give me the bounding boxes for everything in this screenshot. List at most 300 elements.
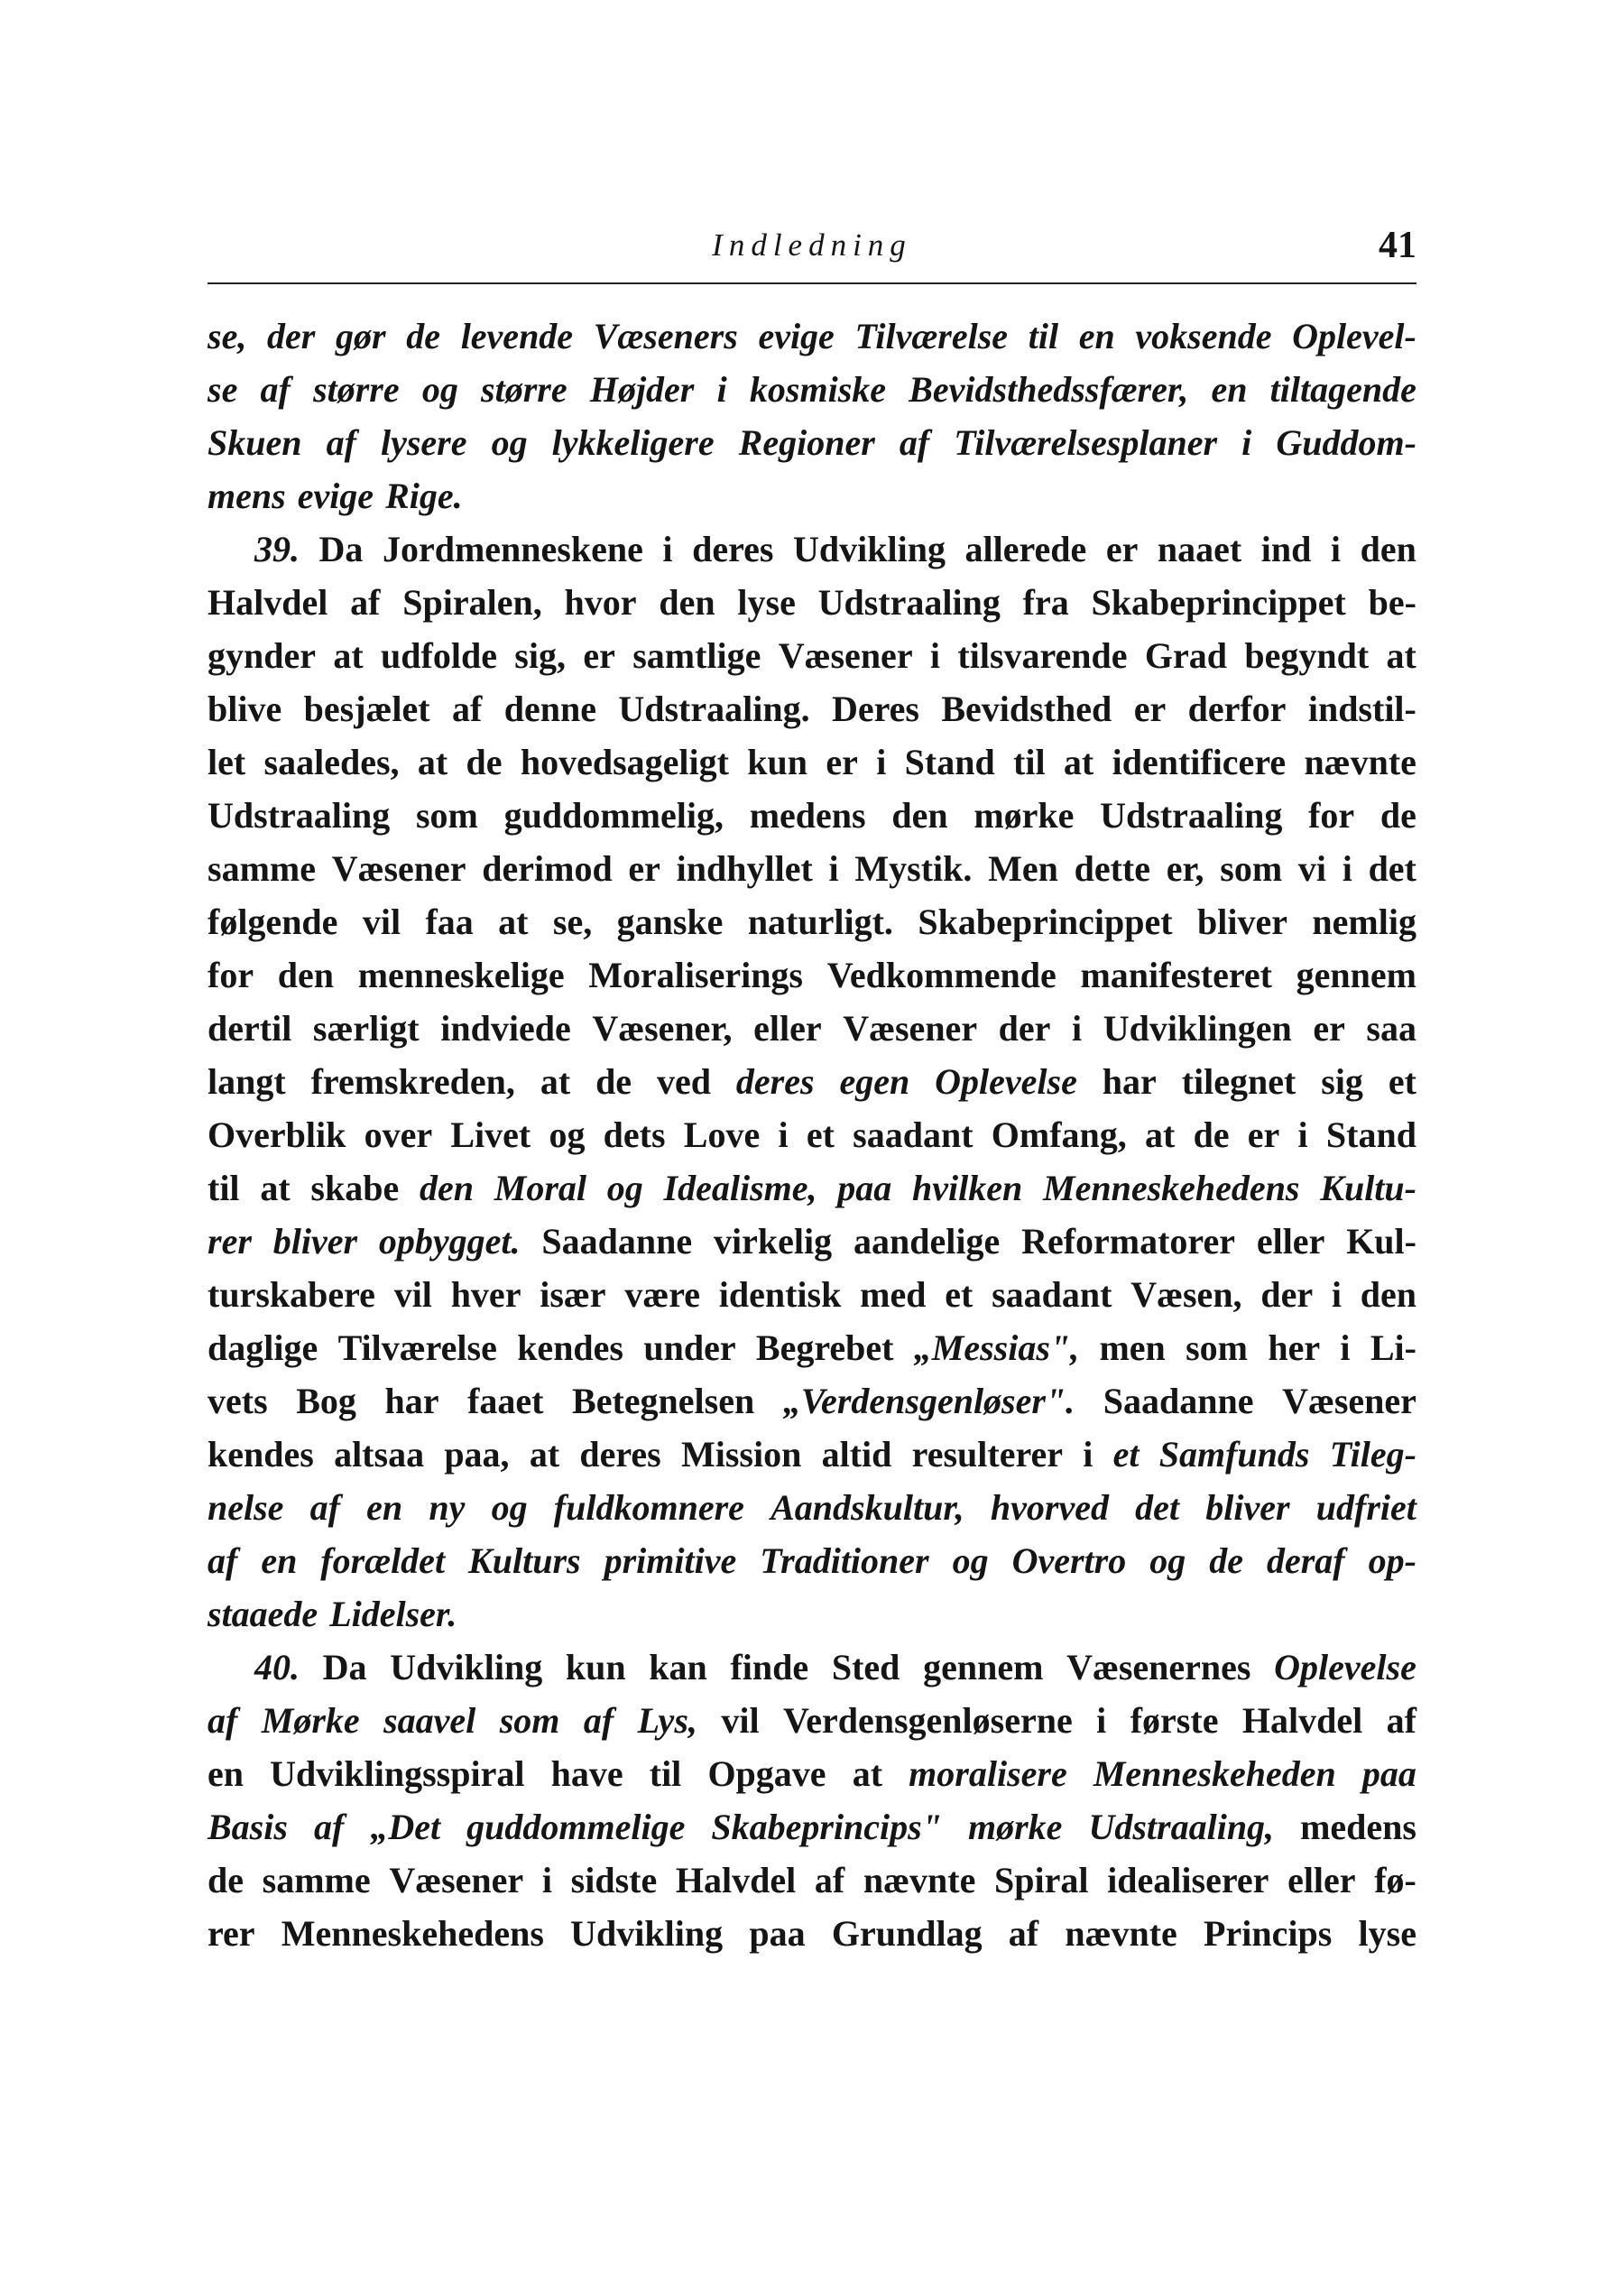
word: medens xyxy=(1300,1807,1416,1847)
word: Aandskultur, xyxy=(770,1487,964,1528)
word: til xyxy=(1013,742,1046,782)
word: vi xyxy=(1297,848,1326,889)
word: at xyxy=(417,742,448,782)
word: Udstraaling xyxy=(208,795,391,836)
word: „Messias", xyxy=(913,1327,1080,1368)
word: at xyxy=(529,1434,560,1475)
word: især xyxy=(540,1274,606,1315)
word: af xyxy=(451,689,483,729)
word: eller xyxy=(1256,1221,1325,1262)
text-line xyxy=(208,1002,1416,1055)
word: som xyxy=(415,795,478,836)
word: nævnte xyxy=(1065,1913,1177,1954)
word: Højder xyxy=(589,369,695,410)
word: de xyxy=(208,1860,244,1900)
word: af xyxy=(583,1700,614,1741)
word: turskabere xyxy=(208,1274,375,1315)
word: identisk xyxy=(718,1274,842,1315)
word: den xyxy=(277,955,335,995)
word: i xyxy=(716,369,727,410)
word: Regioner xyxy=(738,422,875,463)
text-line xyxy=(208,948,1416,1002)
word: hvilken xyxy=(912,1168,1023,1208)
word: rer xyxy=(208,1913,255,1954)
word: er xyxy=(628,848,660,889)
word: samtlige xyxy=(632,635,761,676)
word: at xyxy=(1386,635,1416,676)
word: at xyxy=(852,1753,883,1794)
body-text xyxy=(208,310,1416,1960)
word: Spiralen, xyxy=(402,582,542,623)
word: faaet xyxy=(467,1381,544,1421)
word: egen xyxy=(839,1061,910,1102)
text-line xyxy=(208,1800,1416,1854)
word: eller xyxy=(1287,1860,1356,1900)
word: Lidelser. xyxy=(329,1594,457,1634)
word: er xyxy=(1313,1008,1345,1049)
word: Lys, xyxy=(637,1700,697,1741)
word: af xyxy=(1008,1913,1039,1954)
word: Vedkommende xyxy=(826,955,1057,995)
word: Menneskehedens xyxy=(281,1913,544,1954)
word: nævnte xyxy=(1304,742,1416,782)
word: derimod xyxy=(482,848,613,889)
word: at xyxy=(333,635,364,676)
word: Guddom- xyxy=(1276,422,1416,463)
word: Menneskehedens xyxy=(1043,1168,1300,1208)
word: Jordmenneskene xyxy=(382,529,643,569)
word: skabe xyxy=(310,1168,400,1208)
word: deres xyxy=(735,1061,815,1102)
word: et xyxy=(1112,1434,1140,1475)
text-line xyxy=(208,1747,1416,1800)
word: saavel xyxy=(383,1700,476,1741)
word: evige xyxy=(297,476,374,516)
word: virkelig xyxy=(714,1221,833,1262)
word: dertil xyxy=(208,1008,292,1049)
word: et xyxy=(945,1274,973,1315)
text-line xyxy=(208,1374,1416,1428)
word: de xyxy=(1193,1114,1230,1155)
text-line xyxy=(208,735,1416,789)
text-line xyxy=(208,842,1416,895)
word: at xyxy=(260,1168,291,1208)
word: bliver xyxy=(1197,901,1287,942)
word: i xyxy=(929,635,941,676)
word: samme xyxy=(208,848,316,889)
word: første xyxy=(1130,1700,1219,1741)
word: Traditioner xyxy=(760,1540,929,1581)
word: der xyxy=(998,1008,1051,1049)
word: saa xyxy=(1366,1008,1416,1049)
word: kan xyxy=(649,1647,707,1687)
word: Kul- xyxy=(1346,1221,1416,1262)
word: lykkeligere xyxy=(551,422,715,463)
word: Begrebet xyxy=(755,1327,894,1368)
word: Væsenernes xyxy=(1066,1647,1251,1687)
word: be- xyxy=(1368,582,1416,623)
word: er xyxy=(1105,529,1139,569)
word: og xyxy=(491,422,528,463)
word: er, xyxy=(1166,848,1204,889)
word: som xyxy=(1220,848,1283,889)
word: i xyxy=(1340,1327,1351,1368)
word: at xyxy=(1063,742,1094,782)
word: Væseners xyxy=(593,316,738,356)
word: vil xyxy=(393,1274,432,1315)
word: har xyxy=(1102,1061,1157,1102)
word: gynder xyxy=(208,635,316,676)
word: Halvdel xyxy=(1241,1700,1363,1741)
word: Men xyxy=(988,848,1058,889)
word: men xyxy=(1099,1327,1166,1368)
word: hvorved xyxy=(990,1487,1109,1528)
word: et xyxy=(806,1114,835,1155)
word: og xyxy=(421,369,458,410)
word: Bevidsthed xyxy=(941,689,1112,729)
word: Skuen xyxy=(208,422,302,463)
text-line xyxy=(208,1055,1416,1108)
word: Oplevelse xyxy=(1274,1647,1416,1687)
word: den xyxy=(419,1168,474,1208)
word: med xyxy=(860,1274,927,1315)
word: Væsener xyxy=(389,1860,524,1900)
word: Idealisme, xyxy=(663,1168,817,1208)
word: opbygget. xyxy=(378,1221,521,1262)
word: af xyxy=(350,582,381,623)
word: sig, xyxy=(514,635,566,676)
word: et xyxy=(1388,1061,1416,1102)
word: har xyxy=(384,1381,439,1421)
text-line xyxy=(208,310,1416,363)
word: udfriet xyxy=(1315,1487,1416,1528)
word: naturligt. xyxy=(747,901,893,942)
word: gør xyxy=(336,316,386,356)
word: Udvikling xyxy=(793,529,946,569)
word: se, xyxy=(208,316,247,356)
word: Væsen, xyxy=(1130,1274,1242,1315)
word: rer xyxy=(208,1221,252,1262)
word: i xyxy=(1096,1700,1107,1741)
word: Saadanne xyxy=(1103,1381,1254,1421)
word: Princips xyxy=(1204,1913,1333,1954)
word: de xyxy=(595,1061,632,1102)
word: bliver xyxy=(1205,1487,1290,1528)
word: Grundlag xyxy=(831,1913,983,1954)
word: kendes xyxy=(208,1434,314,1475)
word: kendes xyxy=(517,1327,623,1368)
word: for xyxy=(208,955,254,995)
word: have xyxy=(550,1753,623,1794)
word: i xyxy=(1331,1274,1342,1315)
word: ny xyxy=(429,1487,466,1528)
word: nævnte xyxy=(863,1860,976,1900)
word: tilsvarende xyxy=(957,635,1128,676)
word: Livet xyxy=(450,1114,531,1155)
word: for xyxy=(1308,795,1355,836)
text-line xyxy=(208,629,1416,682)
word: blive xyxy=(208,689,282,729)
word: følgende xyxy=(208,901,338,942)
word: nelse xyxy=(208,1487,284,1528)
text-line xyxy=(208,1641,1416,1694)
word: under xyxy=(643,1327,736,1368)
word: i xyxy=(1297,1114,1308,1155)
text-line xyxy=(208,789,1416,842)
text-line xyxy=(208,416,1416,469)
word: saadant xyxy=(992,1274,1112,1315)
word: ganske xyxy=(616,901,724,942)
word: 40. xyxy=(254,1647,300,1687)
text-line xyxy=(208,363,1416,416)
word: til xyxy=(649,1753,682,1794)
word: se xyxy=(208,369,238,410)
word: bliver xyxy=(272,1221,358,1262)
word: begyndt xyxy=(1244,635,1370,676)
word: saaledes, xyxy=(263,742,400,782)
word: i xyxy=(828,848,839,889)
word: hvor xyxy=(564,582,637,623)
word: fra xyxy=(1022,582,1069,623)
word: Udvikling xyxy=(570,1913,724,1954)
word: vil xyxy=(362,901,401,942)
text-line xyxy=(208,1161,1416,1215)
word: af xyxy=(1386,1700,1416,1741)
text-line xyxy=(208,1268,1416,1321)
word: forældet xyxy=(320,1540,446,1581)
word: Li- xyxy=(1370,1327,1416,1368)
text-line xyxy=(208,1854,1416,1907)
word: en xyxy=(261,1540,298,1581)
word: er xyxy=(826,742,858,782)
word: Oplevel- xyxy=(1292,316,1416,356)
word: Udviklingen xyxy=(1103,1008,1292,1049)
word: menneskelige xyxy=(357,955,565,995)
text-line xyxy=(208,576,1416,629)
word: se, xyxy=(552,901,593,942)
word: paa xyxy=(1361,1753,1416,1794)
text-line xyxy=(208,1907,1416,1960)
word: den xyxy=(659,582,715,623)
word: og xyxy=(491,1487,528,1528)
word: daglige xyxy=(208,1327,318,1368)
word: og xyxy=(1149,1540,1186,1581)
word: de xyxy=(466,742,503,782)
word: Tilværelse xyxy=(337,1327,497,1368)
word: er xyxy=(1247,1114,1280,1155)
word: guddommelig, xyxy=(503,795,724,836)
header-rule xyxy=(208,282,1416,284)
word: lyse xyxy=(1358,1913,1416,1954)
word: af xyxy=(326,422,356,463)
word: Samfunds xyxy=(1158,1434,1310,1475)
text-line xyxy=(208,1587,1416,1641)
text-line xyxy=(208,895,1416,948)
word: vets xyxy=(208,1381,268,1421)
word: Grad xyxy=(1144,635,1228,676)
word: Væsener, xyxy=(592,1008,733,1049)
word: Sted xyxy=(831,1647,900,1687)
word: indhyllet xyxy=(676,848,813,889)
word: eller xyxy=(753,1008,822,1049)
text-line xyxy=(208,1428,1416,1481)
word: i xyxy=(662,529,673,569)
word: af xyxy=(309,1487,340,1528)
word: den xyxy=(1360,1274,1416,1315)
word: Da xyxy=(322,1647,367,1687)
word: nemlig xyxy=(1312,901,1416,942)
word: aandelige xyxy=(853,1221,1001,1262)
word: og xyxy=(549,1114,586,1155)
text-line xyxy=(208,1694,1416,1747)
word: manifesteret xyxy=(1080,955,1272,995)
word: „Det xyxy=(370,1807,441,1847)
word: en xyxy=(366,1487,403,1528)
word: er xyxy=(583,635,615,676)
word: Stand xyxy=(1325,1114,1416,1155)
word: og xyxy=(606,1168,643,1208)
word: der xyxy=(267,316,316,356)
word: særligt xyxy=(312,1008,420,1049)
text-line xyxy=(208,1481,1416,1534)
word: Væsener xyxy=(778,635,913,676)
word: som xyxy=(1186,1327,1248,1368)
word: vil xyxy=(721,1700,760,1741)
word: sig xyxy=(1321,1061,1363,1102)
text-line xyxy=(208,1534,1416,1587)
word: op- xyxy=(1368,1540,1416,1581)
word: Spiral xyxy=(994,1860,1089,1900)
word: derfor xyxy=(1187,689,1287,729)
word: kun xyxy=(565,1647,626,1687)
word: deres xyxy=(579,1434,661,1475)
word: de xyxy=(406,316,441,356)
word: dette xyxy=(1074,848,1150,889)
word: hver xyxy=(450,1274,521,1315)
word: at xyxy=(498,901,529,942)
word: naaet xyxy=(1157,529,1242,569)
word: gennem xyxy=(923,1647,1044,1687)
word: Da xyxy=(318,529,364,569)
word: Mørke xyxy=(261,1700,360,1741)
text-line xyxy=(208,469,1416,522)
word: denne xyxy=(503,689,596,729)
word: let xyxy=(208,742,246,782)
word: Saadanne xyxy=(541,1221,693,1262)
word: Menneskeheden xyxy=(1093,1753,1336,1794)
word: fremskreden, xyxy=(310,1061,515,1102)
word: Stand xyxy=(904,742,995,782)
word: i xyxy=(1083,1434,1093,1475)
word: at xyxy=(540,1061,571,1102)
word: faa xyxy=(425,901,474,942)
page-number: 41 xyxy=(1379,225,1416,266)
word: altid xyxy=(821,1434,892,1475)
word: idealiserer xyxy=(1107,1860,1269,1900)
word: større xyxy=(481,369,567,410)
text-line xyxy=(208,682,1416,735)
word: Mystik. xyxy=(854,848,973,889)
word: allerede xyxy=(964,529,1087,569)
word: primitive xyxy=(604,1540,737,1581)
running-title: Indledning xyxy=(712,227,912,263)
word: guddommelige xyxy=(466,1807,686,1847)
word: Betegnelsen xyxy=(572,1381,755,1421)
word: af xyxy=(814,1860,845,1900)
word: sidste xyxy=(570,1860,658,1900)
word: finde xyxy=(730,1647,809,1687)
word: større xyxy=(313,369,400,410)
word: Udvikling xyxy=(390,1647,543,1687)
word: en xyxy=(1078,316,1115,356)
word: Rige. xyxy=(385,476,463,516)
word: Opgave xyxy=(707,1753,826,1794)
word: kun xyxy=(747,742,808,782)
word: „Verdensgenløser". xyxy=(782,1381,1075,1421)
word: i xyxy=(1330,529,1342,569)
word: paa xyxy=(749,1913,806,1954)
word: Halvdel xyxy=(675,1860,797,1900)
word: lyse xyxy=(737,582,796,623)
word: mens xyxy=(208,476,286,516)
word: en xyxy=(208,1753,244,1794)
word: af xyxy=(899,422,930,463)
word: altsaa xyxy=(334,1434,425,1475)
word: det xyxy=(1368,848,1416,889)
word: til xyxy=(208,1168,240,1208)
word: moralisere xyxy=(909,1753,1067,1794)
word: deraf xyxy=(1266,1540,1345,1581)
word: Mission xyxy=(681,1434,802,1475)
running-head xyxy=(208,224,1416,278)
word: som xyxy=(499,1700,560,1741)
word: Væsener xyxy=(1282,1381,1416,1421)
word: Halvdel xyxy=(208,582,328,623)
word: saadant xyxy=(853,1114,973,1155)
word: af xyxy=(208,1540,238,1581)
word: den xyxy=(1360,529,1416,569)
text-line xyxy=(208,1321,1416,1374)
word: Udviklingsspiral xyxy=(270,1753,525,1794)
word: er xyxy=(1133,689,1167,729)
word: og xyxy=(952,1540,989,1581)
word: paa, xyxy=(444,1434,510,1475)
word: i xyxy=(1241,422,1252,463)
word: tiltagende xyxy=(1269,369,1416,410)
word: Love xyxy=(683,1114,761,1155)
word: medens xyxy=(749,795,866,836)
word: en xyxy=(1211,369,1248,410)
word: dets xyxy=(603,1114,666,1155)
word: her xyxy=(1268,1327,1321,1368)
word: i xyxy=(876,742,887,782)
word: Kultu- xyxy=(1320,1168,1416,1208)
word: over xyxy=(364,1114,433,1155)
word: i xyxy=(541,1860,552,1900)
word: kosmiske xyxy=(749,369,887,410)
text-line xyxy=(208,522,1416,576)
word: Væsener xyxy=(331,848,466,889)
word: Udstraaling, xyxy=(1088,1807,1275,1847)
word: mørke xyxy=(967,1807,1063,1847)
word: Udstraaling xyxy=(817,582,1001,623)
word: Skabeprincips" xyxy=(711,1807,942,1847)
word: Kulturs xyxy=(468,1540,581,1581)
word: Moraliserings xyxy=(588,955,803,995)
word: Skabeprincippet xyxy=(918,901,1173,942)
word: Overblik xyxy=(208,1114,346,1155)
word: af xyxy=(313,1807,345,1847)
